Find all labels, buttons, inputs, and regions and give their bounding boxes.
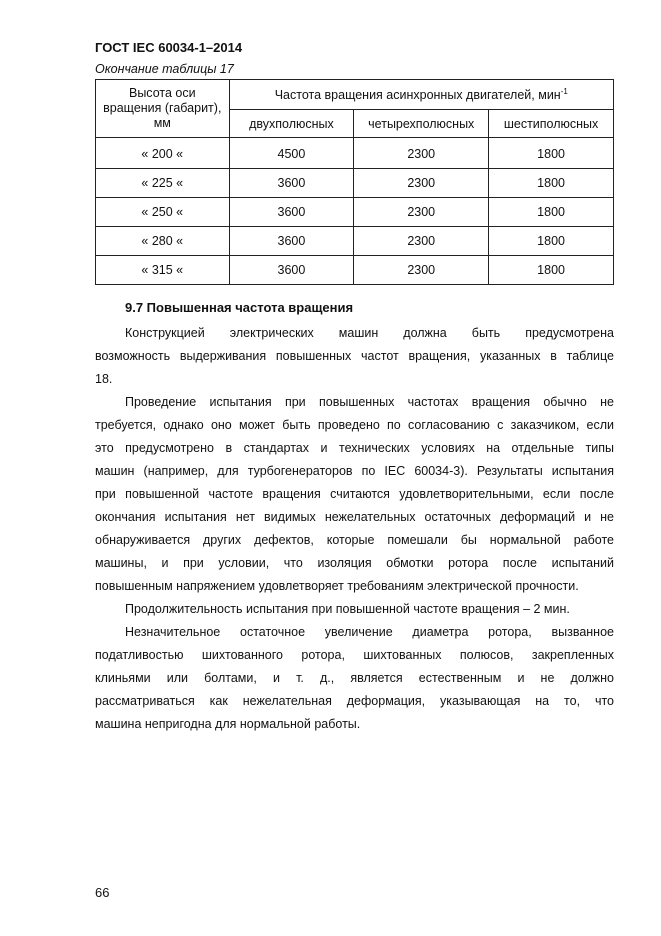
text-line: машин (например, для турбогенераторов по IEC 60034-3). Результаты испытания: [95, 464, 614, 478]
value-cell: 1800: [489, 198, 614, 227]
value-cell: 1800: [489, 227, 614, 256]
value-cell: 4500: [229, 138, 354, 169]
table-caption: Окончание таблицы 17: [95, 62, 234, 76]
axis-height-cell: « 200 «: [96, 138, 230, 169]
paragraph-1: [95, 322, 614, 391]
text-line: окончания испытания нет видимых нежелательных остаточных деформаций и не: [95, 510, 614, 524]
paragraph-2: [95, 391, 614, 598]
group-header-text: Частота вращения асинхронных двигателей, мин: [274, 88, 561, 103]
axis-height-cell: « 315 «: [96, 256, 230, 285]
value-cell: 2300: [354, 256, 489, 285]
axis-height-cell: « 250 «: [96, 198, 230, 227]
stub-header-line: вращения (габарит),: [103, 101, 222, 115]
text-line: 18.: [95, 372, 113, 386]
text-line: возможность выдерживания повышенных частот вращения, указанных в таблице: [95, 349, 614, 363]
document-id: ГОСТ IEC 60034-1–2014: [95, 40, 243, 55]
column-header: четырехполюсных: [354, 110, 489, 138]
axis-height-cell: « 225 «: [96, 169, 230, 198]
value-cell: 2300: [354, 169, 489, 198]
value-cell: 3600: [229, 227, 354, 256]
column-header: двухполюсных: [229, 110, 354, 138]
value-cell: 1800: [489, 169, 614, 198]
text-line: машины, и при условии, что изоляция обмотки ротора после испытаний: [95, 556, 614, 570]
value-cell: 3600: [229, 256, 354, 285]
text-line: требуется, однако оно может быть проведено по согласованию с заказчиком, если: [95, 418, 614, 432]
stub-header-line: мм: [153, 116, 171, 130]
value-cell: 2300: [354, 227, 489, 256]
value-cell: 3600: [229, 169, 354, 198]
group-header-sup: -1: [560, 86, 568, 96]
paragraph-4: [95, 621, 614, 736]
stub-header-line: Высота оси: [128, 86, 196, 100]
value-cell: 1800: [489, 138, 614, 169]
table-row: [96, 227, 614, 256]
group-header: [229, 80, 613, 110]
text-line: податливостью шихтованного ротора, шихтованных полюсов, закрепленных: [95, 648, 614, 662]
text-line: клиньями или болтами, и т. д., является естественным и не должно: [95, 671, 614, 685]
value-cell: 3600: [229, 198, 354, 227]
page-number: 66: [95, 885, 110, 900]
rotation-speed-table: [95, 79, 614, 285]
table-row: [96, 198, 614, 227]
text-line: Конструкцией электрических машин должна быть предусмотрена: [125, 326, 614, 340]
value-cell: 2300: [354, 198, 489, 227]
stub-header: [96, 80, 230, 138]
text-line: рассматриваться как нежелательная деформация, указывающая на то, что: [95, 694, 614, 708]
table-row: [96, 256, 614, 285]
table-header-row: [96, 80, 614, 110]
text-line: Проведение испытания при повышенных частотах вращения обычно не: [125, 395, 614, 409]
column-header: шестиполюсных: [489, 110, 614, 138]
text-line: машина непригодна для нормальной работы.: [95, 717, 361, 731]
paragraph-3: [95, 598, 614, 621]
value-cell: 2300: [354, 138, 489, 169]
text-line: Незначительное остаточное увеличение диаметра ротора, вызванное: [125, 625, 614, 639]
text-line: это предусмотрено в стандартах и технических условиях на отдельные типы: [95, 441, 614, 455]
text-line: повышенным напряжением удовлетворяет требованиям электрической прочности.: [95, 579, 579, 593]
text-line: обнаруживается других дефектов, которые помешали бы нормальной работе: [95, 533, 614, 547]
text-line: при повышенной частоте вращения считаются удовлетворительными, если после: [95, 487, 614, 501]
axis-height-cell: « 280 «: [96, 227, 230, 256]
value-cell: 1800: [489, 256, 614, 285]
table-row: [96, 169, 614, 198]
text-line: Продолжительность испытания при повышенной частоте вращения – 2 мин.: [125, 602, 570, 616]
table-row: [96, 138, 614, 169]
section-title: 9.7 Повышенная частота вращения: [125, 300, 354, 315]
